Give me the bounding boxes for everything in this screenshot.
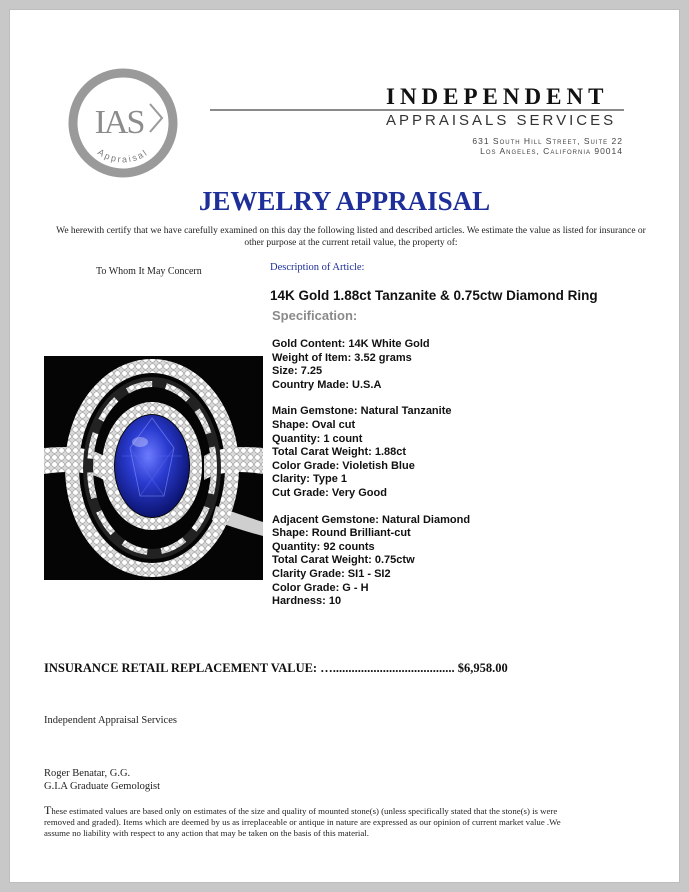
spec-line: Shape: Round Brilliant-cut [272,527,411,540]
disclaimer-text: hese estimated values are based only on estimates of the size and quality of mounted stone(s) (unless specifically stated that the stone(s) is were removed and graded). Items which are deemed by us as irreplaceable or antique in nature are expressed as our opinion of current market value .We assume no liability with respect to any action that may be taken on the basis of this material. [44,806,561,838]
ring-photo [44,356,263,580]
spec-line: Main Gemstone: Natural Tanzanite [272,405,452,418]
spec-line: Clarity: Type 1 [272,473,347,486]
spec-line: Total Carat Weight: 1.88ct [272,446,407,459]
signer-block [44,767,160,793]
spec-line: Total Carat Weight: 0.75ctw [272,554,415,567]
insurance-value-line [44,661,508,676]
spec-line: Weight of Item: 3.52 grams [272,351,412,364]
spec-line: Size: 7.25 [272,365,323,378]
spec-main-gem-group [272,405,470,500]
specifications [272,338,470,609]
company-name: INDEPENDENT [386,84,609,109]
logo-ring-text: Appraisal [95,146,151,165]
spec-line: Gold Content: 14K White Gold [272,338,430,350]
spec-line: Quantity: 92 counts [272,540,375,553]
spec-line: Quantity: 1 count [272,432,363,445]
spec-line: Cut Grade: Very Good [272,486,387,499]
tanzanite-gem [115,415,189,517]
spec-metal-group [272,338,470,392]
signer-name: Roger Benatar, G.G. [44,768,131,779]
spec-adjacent-gem-group [272,514,470,609]
spec-line: Country Made: U.S.A [272,378,382,391]
logo-letters: IAS [94,104,144,141]
document-title: JEWELRY APPRAISAL [198,186,491,216]
description-label: Description of Article: [270,262,365,273]
address-line-2: Los Angeles, California 90014 [480,146,623,156]
signature-company: Independent Appraisal Services [44,715,177,726]
spec-line: Color Grade: Violetish Blue [272,459,415,472]
item-title: 14K Gold 1.88ct Tanzanite & 0.75ctw Diamond Ring [270,288,598,303]
insurance-amount: $6,958.00 [457,661,508,675]
spec-line: Adjacent Gemstone: Natural Diamond [272,513,471,526]
insurance-label: INSURANCE RETAIL REPLACEMENT VALUE: [44,661,318,675]
specification-label: Specification: [272,308,358,323]
disclaimer [44,805,564,839]
disclaimer-dropcap: T [44,803,52,817]
insurance-leader: …....................................... [320,661,455,675]
address-line-1: 631 South Hill Street, Suite 22 [472,136,623,146]
header-divider [210,109,624,111]
ias-logo [66,66,180,180]
signer-credential: G.I.A Graduate Gemologist [44,781,161,792]
company-subtitle: APPRAISALS SERVICES [386,112,617,129]
spec-line: Color Grade: G - H [272,581,369,594]
spec-line: Clarity Grade: SI1 - SI2 [272,567,391,580]
spec-line: Shape: Oval cut [272,418,356,431]
spec-line: Hardness: 10 [272,595,342,608]
intro-paragraph: We herewith certify that we have carefully examined on this day the following listed and described articles. We estimate the value as listed for insurance or other purpose at the current retail value, the property of: [56,226,646,248]
recipient: To Whom It May Concern [96,266,202,277]
